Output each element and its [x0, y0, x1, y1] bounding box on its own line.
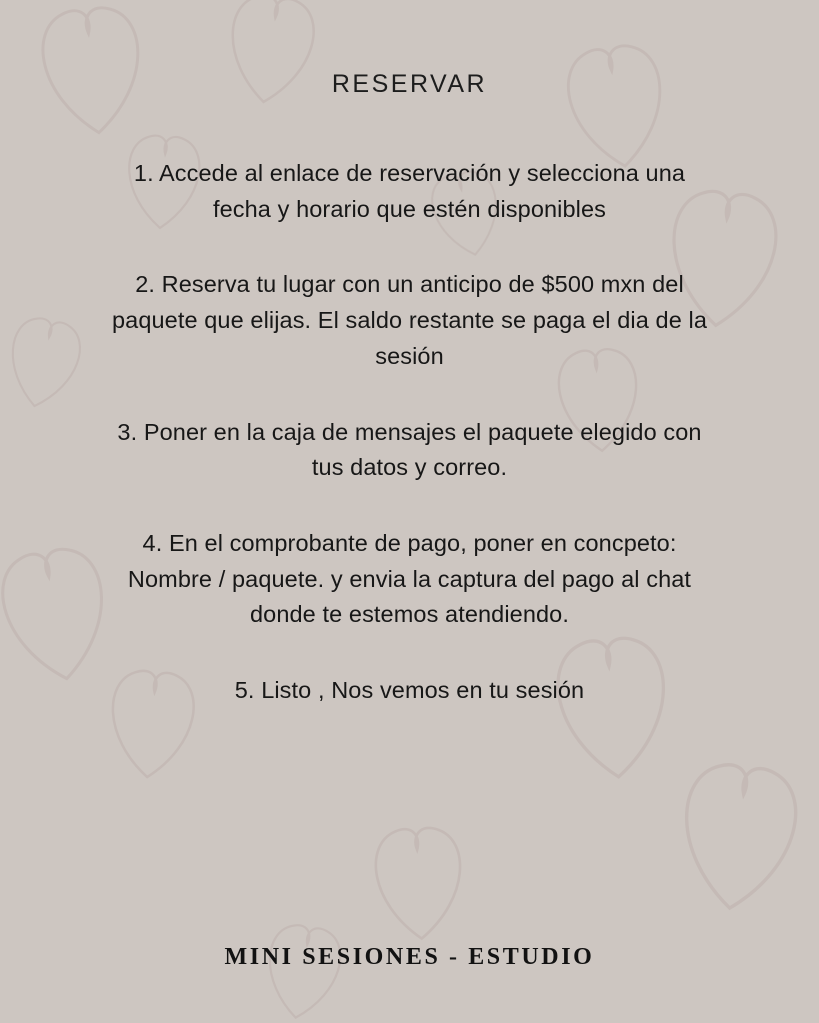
- steps-list: [110, 99, 710, 709]
- list-item: 3. Poner en la caja de mensajes el paquete elegido con tus datos y correo.: [117, 418, 702, 481]
- list-item: 5. Listo , Nos vemos en tu sesión: [234, 677, 585, 704]
- list-item: 1. Accede al enlace de reservación y selecciona una fecha y horario que estén disponibles: [133, 160, 686, 222]
- list-item: 4. En el comprobante de pago, poner en concpeto: Nombre / paquete. y envia la captura del pago al chat donde te estemos atendiendo.: [127, 530, 692, 628]
- page-title: RESERVAR: [331, 70, 488, 98]
- list-item: 2. Reserva tu lugar con un anticipo de $500 mxn del paquete que elijas. El saldo restante se paga el dia de la sesión: [111, 271, 708, 369]
- brand-footer: MINI SESIONES - ESTUDIO: [224, 944, 595, 970]
